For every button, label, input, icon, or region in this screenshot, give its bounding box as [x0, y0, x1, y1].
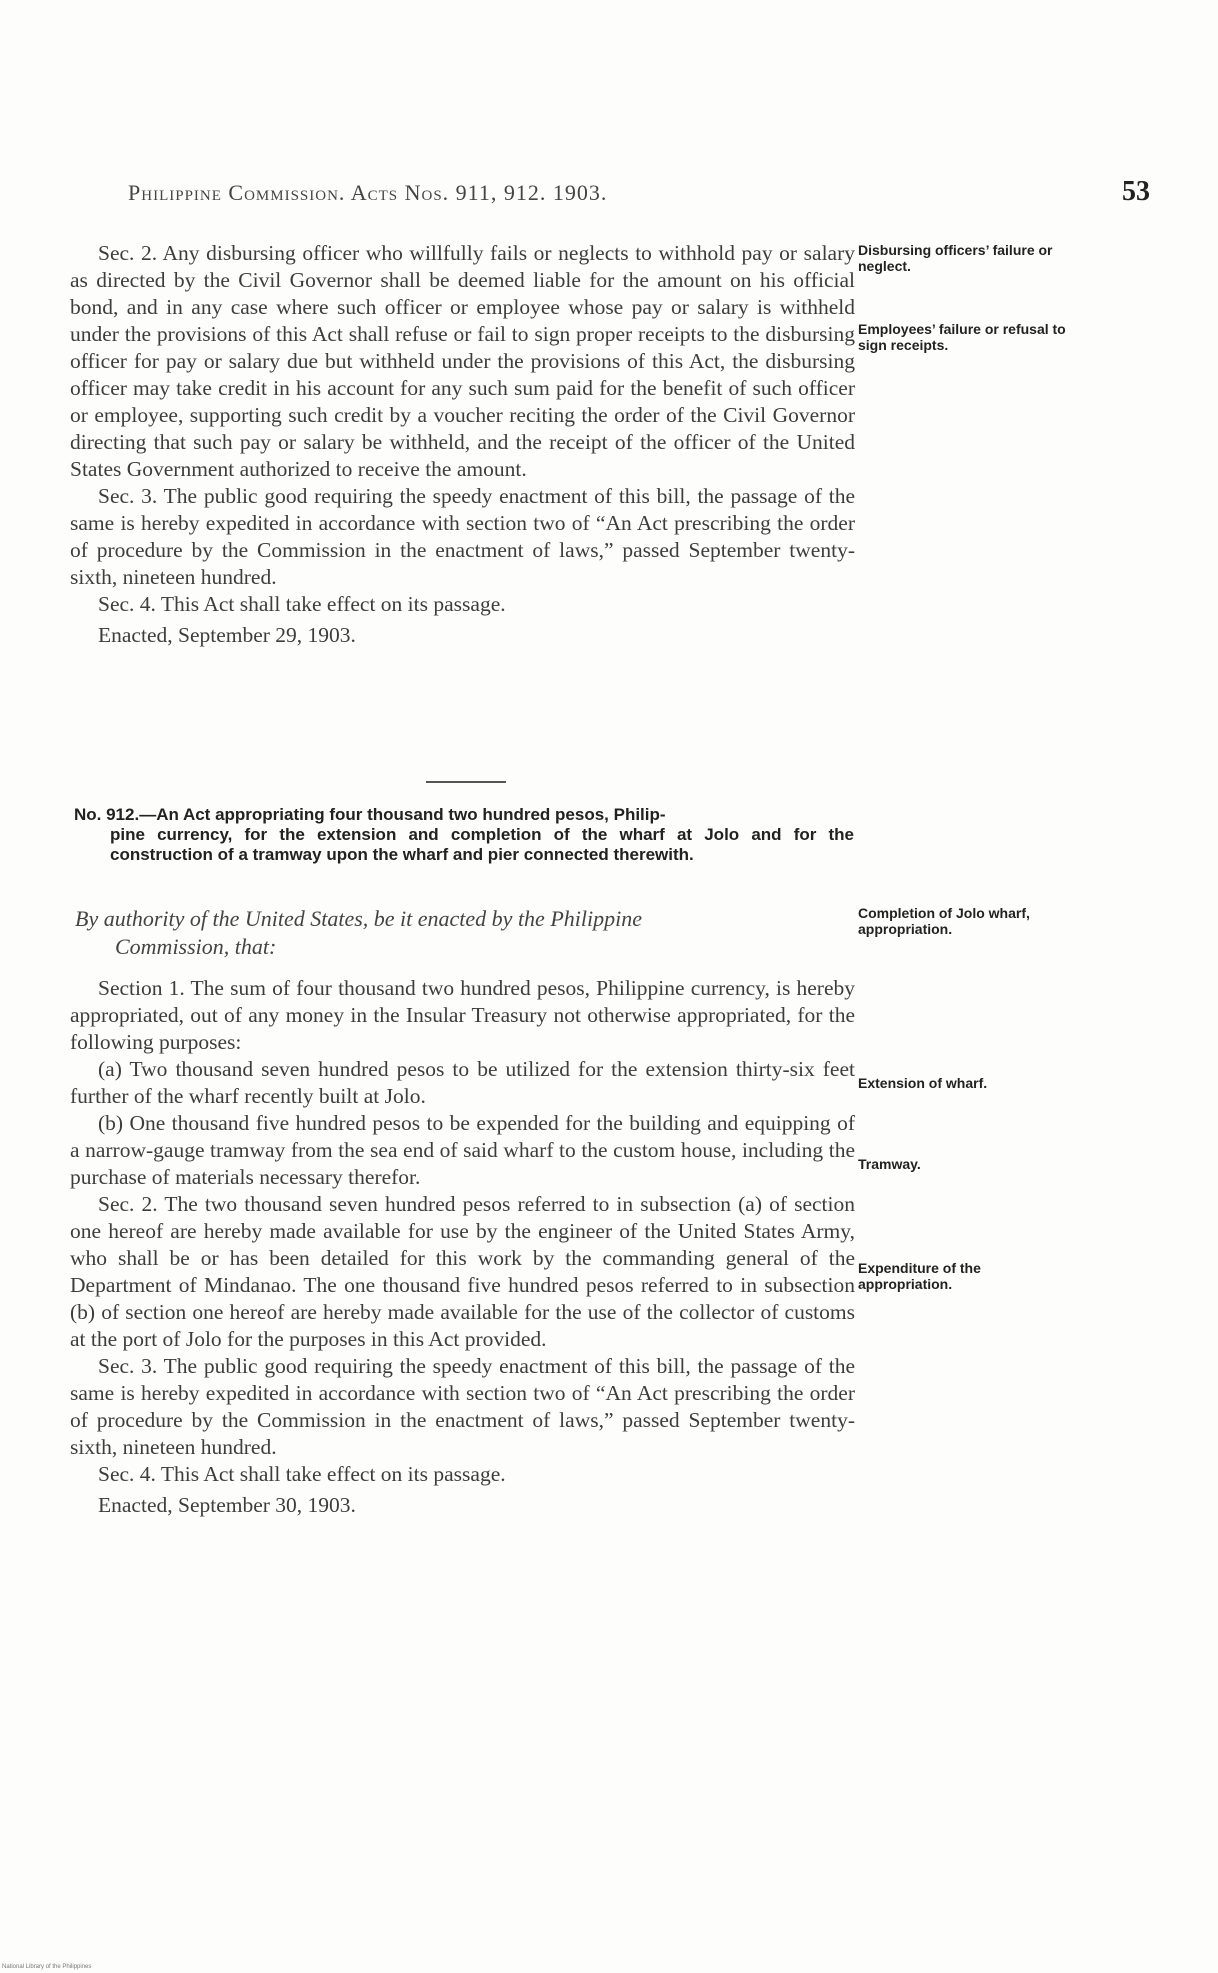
- running-head: Philippine Commission. Acts Nos. 911, 912. 1903.: [128, 180, 608, 205]
- enacting-clause-line-2: Commission, that:: [115, 934, 277, 959]
- enacting-clause-line-1: By authority of the United States, be it enacted by the Philippine: [75, 906, 642, 931]
- act-911-enacted-date: Enacted, September 29, 1903.: [98, 623, 356, 647]
- section-divider: [426, 781, 506, 783]
- act-912-section-1: Section 1. The sum of four thousand two hundred pesos, Philippine currency, is hereby appropriated, out of any money in the Insular Treasury not otherwise appropriated, for the following purposes:: [70, 976, 855, 1054]
- margin-note-extension-of-wharf: Extension of wharf.: [858, 1075, 988, 1091]
- scan-credit: National Library of the Philippines: [2, 1964, 92, 1970]
- act-912-section-1-b: (b) One thousand five hundred pesos to be expended for the building and equipping of a narrow-gauge tramway from the sea end of said wharf to the custom house, including the purchase of materials necessary therefor.: [70, 1111, 855, 1189]
- act-912-section-2: Sec. 2. The two thousand seven hundred pesos referred to in subsection (a) of section one hereof are hereby made available for use by the engineer of the United States Army, who shall be or has been detailed for this work by the commanding general of the Department of Mindanao. The one thousand five hundred pesos referred to in subsection (b) of section one hereof are hereby made available for the use of the collector of customs at the port of Jolo for the purposes in this Act provided.: [70, 1192, 855, 1351]
- act-911-section-3: Sec. 3. The public good requiring the speedy enactment of this bill, the passage of the same is hereby expedited in accordance with section two of “An Act prescribing the order of procedure by the Commission in the enactment of laws,” passed September twenty-sixth, nineteen hundred.: [70, 484, 855, 589]
- act-912-body: [70, 975, 855, 1519]
- act-912-section-3: Sec. 3. The public good requiring the speedy enactment of this bill, the passage of the same is hereby expedited in accordance with section two of “An Act prescribing the order of procedure by the Commission in the enactment of laws,” passed September twenty-sixth, nineteen hundred.: [70, 1354, 855, 1459]
- margin-note-employees-failure: Employees’ failure or refusal to sign receipts.: [858, 321, 1066, 353]
- margin-note-expenditure: Expenditure of the appropriation.: [858, 1260, 981, 1292]
- act-911-body: [70, 240, 855, 649]
- margin-note-jolo-wharf: Completion of Jolo wharf, appropriation.: [858, 905, 1030, 937]
- act-912-enacting-clause: [75, 905, 855, 961]
- act-911-section-2: Sec. 2. Any disbursing officer who willfully fails or neglects to withhold pay or salary as directed by the Civil Governor shall be deemed liable for the amount on his official bond, and in any case where such officer or employee whose pay or salary is withheld under the provisions of this Act shall refuse or fail to sign proper receipts to the disbursing officer for pay or salary due but withheld under the provisions of this Act, the disbursing officer may take credit in his account for any such sum paid for the benefit of such officer or employee, supporting such credit by a voucher reciting the order of the Civil Governor directing that such pay or salary be withheld, and the receipt of the officer of the United States Government authorized to receive the amount.: [70, 241, 855, 481]
- margin-note-disbursing-officers: Disbursing officers’ failure or neglect.: [858, 242, 1053, 274]
- act-912-section-1-a: (a) Two thousand seven hundred pesos to be utilized for the extension thirty-six feet further of the wharf recently built at Jolo.: [70, 1057, 855, 1108]
- margin-note-tramway: Tramway.: [858, 1156, 921, 1172]
- page-number: 53: [1122, 176, 1150, 207]
- act-912-title: [74, 805, 854, 865]
- act-911-section-4: Sec. 4. This Act shall take effect on its passage.: [98, 592, 506, 616]
- act-912-title-continued: pine currency, for the extension and completion of the wharf at Jolo and for the construction of a tramway upon the wharf and pier connected therewith.: [110, 825, 854, 864]
- act-912-section-4: Sec. 4. This Act shall take effect on its passage.: [98, 1462, 506, 1486]
- act-912-title-line-1: No. 912.—An Act appropriating four thousand two hundred pesos, Philip-: [74, 805, 666, 824]
- act-912-enacted-date: Enacted, September 30, 1903.: [98, 1493, 356, 1517]
